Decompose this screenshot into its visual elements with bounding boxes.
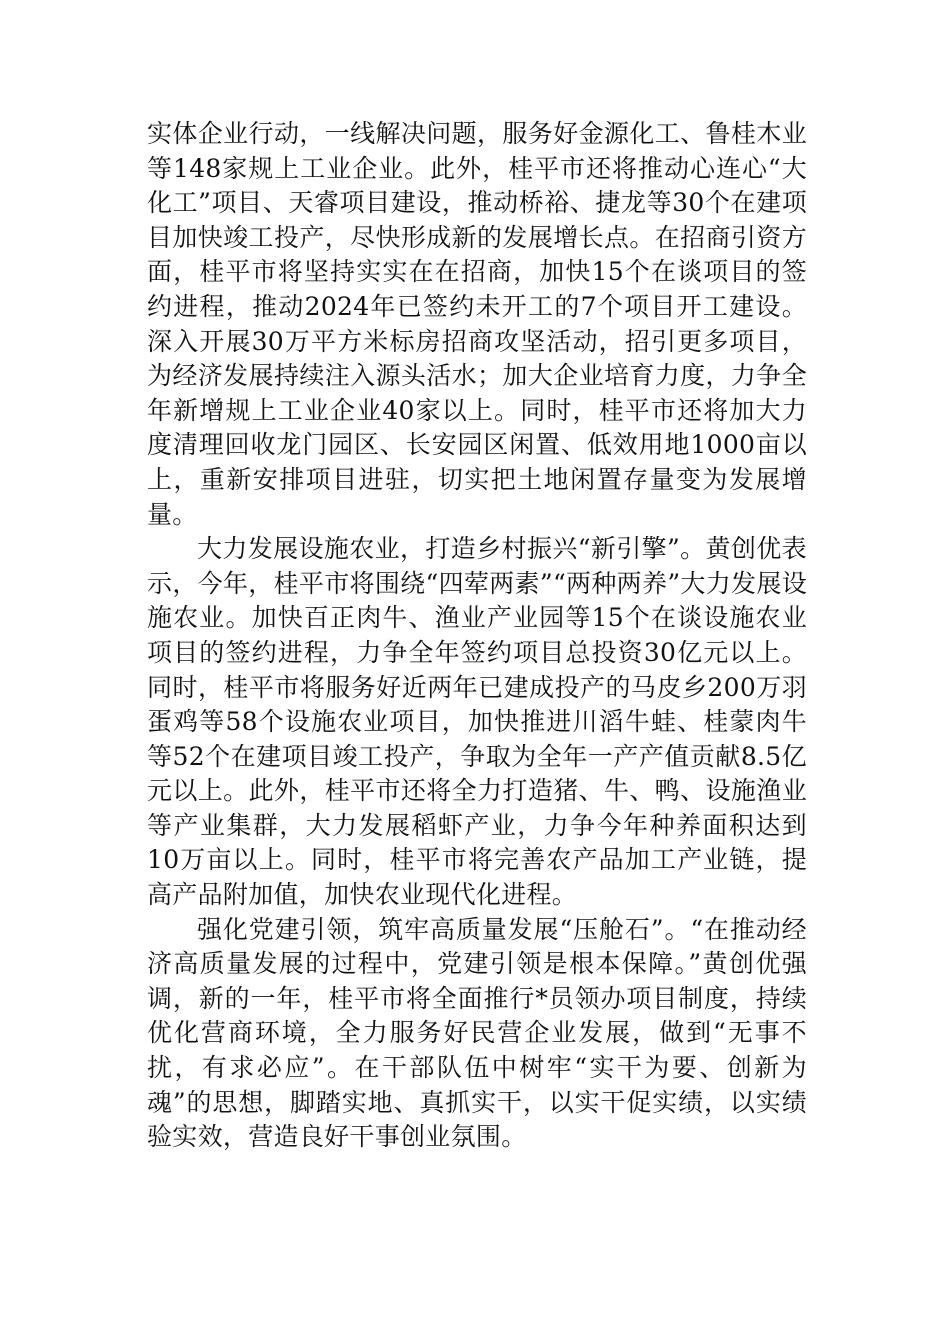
paragraph-2: 大力发展设施农业，打造乡村振兴“新引擎”。黄创优表示，今年，桂平市将围绕“四荤两素”“两种两养”大力发展设施农业。加快百正肉牛、渔业产业园等15个在谈设施农业项目的签约进程，力争全年签约项目总投资30亿元以上。同时，桂平市将服务好近两年已建成投产的马皮乡200万羽蛋鸡等58个设施农业项目，加快推进川滔牛蛙、桂蒙肉牛等52个在建项目竣工投产，争取为全年一产产值贡献8.5亿元以上。此外，桂平市还将全力打造猪、牛、鸭、设施渔业等产业集群，大力发展稻虾产业，力争今年种养面积达到10万亩以上。同时，桂平市将完善农产品加工产业链，提高产品附加值，加快农业现代化进程。 xyxy=(147,534,807,910)
paragraph-1: 实体企业行动，一线解决问题，服务好金源化工、鲁桂木业等148家规上工业企业。此外，桂平市还将推动心连心“大化工”项目、天睿项目建设，推动桥裕、捷龙等30个在建项目加快竣工投产，尽快形成新的发展增长点。在招商引资方面，桂平市将坚持实实在在招商，加快15个在谈项目的签约进程，推动2024年已签约未开工的7个项目开工建设。深入开展30万平方米标房招商攻坚活动，招引更多项目，为经济发展持续注入源头活水；加大企业培育力度，力争全年新增规上工业企业40家以上。同时，桂平市还将加大力度清理回收龙门园区、长安园区闲置、低效用地1000亩以上，重新安排项目进驻，切实把土地闲置存量变为发展增量。 xyxy=(147,119,807,529)
paragraph-3: 强化党建引领，筑牢高质量发展“压舱石”。“在推动经济高质量发展的过程中，党建引领是根本保障。”黄创优强调，新的一年，桂平市将全面推行*员领办项目制度，持续优化营商环境，全力服务好民营企业发展，做到“无事不扰，有求必应”。在干部队伍中树牢“实干为要、创新为魂”的思想，脚踏实地、真抓实干，以实干促实绩，以实绩验实效，营造良好干事创业氛围。 xyxy=(147,914,807,1152)
document-body xyxy=(147,117,807,1155)
